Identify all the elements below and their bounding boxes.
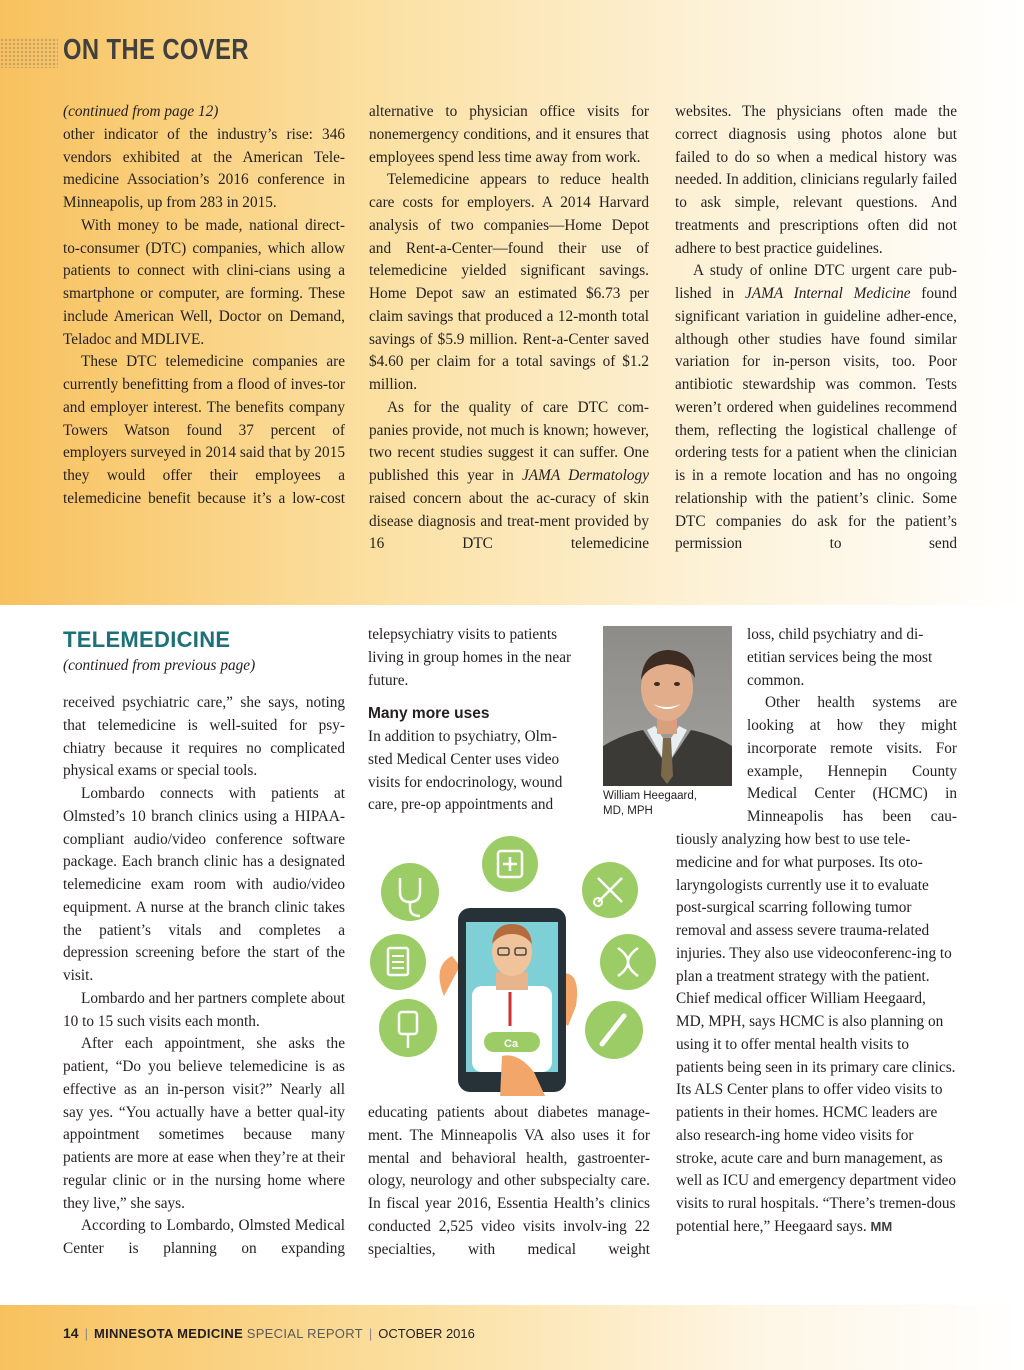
page-number: 14	[63, 1325, 79, 1341]
telemedicine-column-3	[676, 829, 957, 1239]
paragraph: In addition to psychiatry, Olm-sted Medical Center uses video visits for endocrinology, wound care, pre-op appointments and	[368, 728, 563, 814]
telemedicine-column-3-beside-photo	[747, 624, 957, 829]
paragraph: loss, child psychiatry and di-etitian services being the most common.	[747, 626, 933, 689]
special-report-label: SPECIAL REPORT	[246, 1326, 363, 1341]
telemedicine-heading: TELEMEDICINE	[63, 627, 231, 652]
page-footer: 14 | MINNESOTA MEDICINE SPECIAL REPORT | OCTOBER 2016	[63, 1325, 475, 1341]
paragraph: According to Lombardo, Olmsted Medical Center is planning on expanding	[63, 1217, 345, 1257]
photo-caption: William Heegaard, MD, MPH	[603, 790, 697, 817]
paragraph: Telemedicine appears to reduce health care costs for employers. A 2014 Harvard analysis of two companies—Home Depot and Rent-a-Center—found their use of telemedicine yielded significant savings. Home Depot saw an estimated $6.73 per claim savings that produced a 12-month total savings of $5.9 million. Rent-a-Center saved $4.60 per claim for a total savings of $1.2 million.	[369, 171, 649, 393]
paragraph: educating patients about diabetes manage-ment. The Minneapolis VA also uses it for mental and behavioral health, gastroenter-ology, neurology and other subspecialty care. In fiscal year 2016, Essentia Health’s clinics conducted 2,525 video visits involv-ing 22 specialties, with medical weight	[368, 1104, 650, 1258]
cover-column-1	[63, 101, 345, 511]
paragraph: telepsychiatry visits to patients living in group homes in the near future.	[368, 626, 572, 689]
telemedicine-column-2-top	[368, 624, 580, 817]
end-mark: MM	[870, 1218, 893, 1234]
paragraph: Other health systems are looking at how they might incorporate remote visits. For example, Hennepin County Medical Center (HCMC) in Minneapolis has been cau-	[747, 694, 957, 825]
iv-bag-icon	[379, 999, 437, 1057]
paragraph: alternative to physician office visits for nonemergency conditions, and it ensures that employees spend less time away from work.	[369, 103, 649, 166]
telemedicine-column-1	[63, 692, 345, 1261]
paragraph: A study of online DTC urgent care pub-lished in JAMA Internal Medicine found significant variation in guideline adher-ence, although other studies have found similar variation for in-person visits, too. Poor antibiotic stewardship was common. Tests weren’t ordered when guidelines recommend them, reflecting the logistical challenge of ordering tests for a patient when the clinician is in a remote location and has no ongoing relationship with the patient’s clinic. Some DTC companies do ask for the patient’s permission to send	[675, 262, 957, 553]
portrait-photo	[603, 626, 732, 786]
paragraph: other indicator of the industry’s rise: 346 vendors exhibited at the American Tele-medicine Association’s 2016 conference in Minneapolis, up from 283 in 2015.	[63, 125, 345, 211]
publication-name: MINNESOTA MEDICINE	[93, 1326, 244, 1341]
cover-column-3	[675, 101, 957, 556]
call-button-label: Ca	[504, 1038, 519, 1050]
paragraph: received psychiatric care,” she says, noting that telemedicine is well-suited for psy-chiatry because it requires no complicated physical exams or special tools.	[63, 694, 345, 780]
subhead: Many more uses	[368, 705, 490, 723]
cover-column-2	[369, 101, 649, 556]
issue-date: OCTOBER 2016	[378, 1326, 475, 1341]
paragraph: After each appointment, she asks the patient, “Do you believe telemedicine is as effective as an in-person visit?” Nearly all say yes. “You actually have a better qual-ity appointment sometimes because many patients are more at ease when they’re at their regular clinic or in the nursing home where they live,” she says.	[63, 1035, 345, 1212]
paragraph: With money to be made, national direct-to-consumer (DTC) companies, which allow patients to connect with clini-cians using a smartphone or computer, are forming. These include American Well, Doctor on Demand, Teladoc and MDLIVE.	[63, 216, 345, 348]
paragraph: These DTC telemedicine companies are currently benefitting from a flood of inves-tor and employer interest. The benefits company Towers Watson found 37 percent of employers surveyed in 2014 said that by 2015 they would offer their employees a telemedicine benefit because it’s a low-cost	[63, 353, 345, 507]
telemedicine-illustration	[368, 836, 658, 1096]
telemedicine-continued-note: (continued from previous page)	[63, 657, 256, 674]
paragraph: websites. The physicians often made the correct diagnosis using photos alone but failed to do so when a medical history was needed. In addition, clinicians regularly failed to ask simple, relevant questions. And treatments and prescriptions often did not adhere to best practice guidelines.	[675, 103, 957, 257]
paragraph: As for the quality of care DTC com-panies provide, not much is known; however, two recent studies suggest it can suffer. One published this year in JAMA Dermatology raised concern about the ac-curacy of skin disease diagnosis and treat-ment provided by 16 DTC telemedicine	[369, 398, 649, 553]
header-dot-pattern	[0, 38, 58, 68]
cover-continued-note: (continued from page 12)	[63, 103, 219, 120]
paragraph: Lombardo and her partners complete about 10 to 15 such visits each month.	[63, 989, 345, 1030]
paragraph: tiously analyzing how best to use tele-medicine and for what purposes. Its oto-laryngologists currently use it to evaluate post-surgical scarring following tumor removal and assess severe trauma-related injuries. They also use videoconferenc-ing to plan a treatment strategy with the patient. Chief medical officer William Heegaard, MD, MPH, says HCMC is also planning on using it to offer mental health visits to patients being seen in its primary care clinics. Its ALS Center plans to offer video visits to patients in their homes. HCMC leaders are also research-ing home video visits for stroke, acute care and burn management, as well as ICU and emergency department video visits to rural hospitals. “There’s tremen-dous potential here,” Heegaard says. MM	[676, 831, 957, 1235]
telemedicine-column-2-bottom	[368, 1102, 650, 1261]
section-title: ON THE COVER	[63, 34, 249, 66]
paragraph: Lombardo connects with patients at Olmsted’s 10 branch clinics using a HIPAA-compliant audio/video conference software package. Each branch clinic has a designated telemedicine exam room with audio/video equipment. A nurse at the branch clinic takes the patient’s vitals and completes a depression screening before the start of the visit.	[63, 785, 345, 984]
